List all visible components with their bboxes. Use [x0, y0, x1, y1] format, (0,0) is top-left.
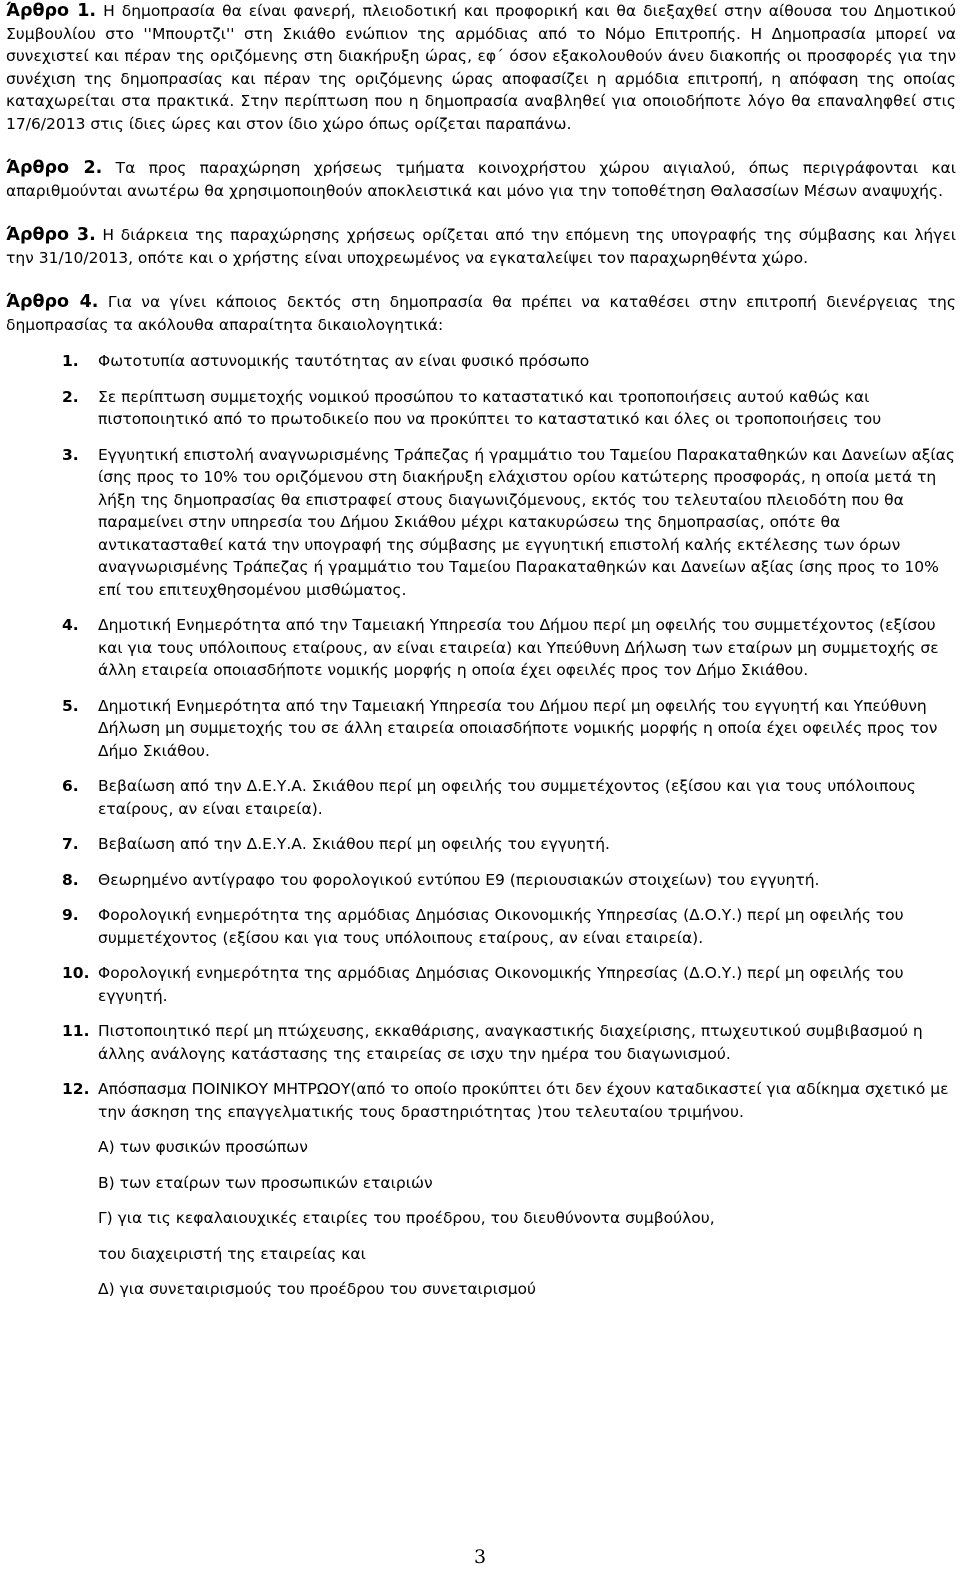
requirement-number: 10. — [62, 964, 90, 982]
sub-item: του διαχειριστή της εταιρείας και — [98, 1244, 366, 1263]
article-text: Η δημοπρασία θα είναι φανερή, πλειοδοτική και προφορική και θα διεξαχθεί στην αίθουσα του Δημοτικού Συμβουλίου στο ''Μπουρτζι'' στη Σκιάθο ενώπιον της αρμόδιας από το Νόμο Επιτροπής. Η Δημοπρασία μπορεί να συνεχιστεί και πέραν της οριζόμενης στη διακήρυξη ώρας, εφ΄ όσον εξακολουθούν άνευ διακοπής οι προσφορές για την συνέχιση της δημοπρασίας και πέραν της οριζόμενης ώρας αποφασίζει η αρμόδια επιτροπή, η απόφαση της οποίας καταχωρείται στα πρακτικά. Στην περίπτωση που η δημοπρασία αναβληθεί για οποιοδήποτε λόγο θα επαναληφθεί στις 17/6/2013 στις ίδιες ώρες και στον ίδιο χώρο όπως ορίζεται παραπάνω. — [6, 2, 956, 133]
article-title: Άρθρο 4. — [6, 292, 99, 312]
requirement-number: 12. — [62, 1080, 90, 1098]
requirement-text: Βεβαίωση από την Δ.Ε.Υ.Α. Σκιάθου περί μη οφειλής του συμμετέχοντος (εξίσου και για τους υπόλοιπους εταίρους, αν είναι εταιρεία). — [98, 777, 916, 818]
requirement-text: Εγγυητική επιστολή αναγνωρισμένης Τράπεζας ή γραμμάτιο του Ταμείου Παρακαταθηκών και Δανείων αξίας ίσης προς το 10% του οριζόμενου στη διακήρυξη ελάχιστου ορίου κατώτερης προσφοράς, η οποία μετά τη λήξη της δημοπρασίας θα επιστραφεί στους διαγωνιζόμενους, εκτός του τελευταίου πλειοδότη που θα παραμείνει στην υπηρεσία του Δήμου Σκιάθου μέχρι κατακυρώσεω της δημοπρασίας, οπότε θα αντικατασταθεί κατά την υπογραφή της σύμβασης με εγγυητική επιστολή καλής εκτέλεσης των όρων αναγνωρισμένης Τράπεζας ή γραμμάτιο του Ταμείου Παρακαταθηκών και Δανείων αξίας ίσης προς το 10% επί του επιτευχθησομένου μισθώματος. — [98, 445, 955, 599]
sub-item: Δ) για συνεταιρισμούς του προέδρου του συνεταιρισμού — [98, 1280, 537, 1298]
requirement-number: 4. — [62, 616, 79, 634]
page-number: 3 — [473, 1546, 487, 1568]
sub-items-list — [6, 1136, 956, 1301]
requirement-number: 7. — [62, 835, 79, 853]
sub-item: Β) των εταίρων των προσωπικών εταιριών — [98, 1173, 433, 1192]
requirement-text: Φορολογική ενημερότητα της αρμόδιας Δημόσιας Οικονομικής Υπηρεσίας (Δ.Ο.Υ.) περί μη οφειλής του εγγυητή. — [98, 964, 904, 1005]
requirement-item — [6, 1078, 956, 1123]
requirement-item — [6, 444, 956, 602]
requirement-item — [6, 962, 956, 1007]
requirement-text: Δημοτική Ενημερότητα από την Ταμειακή Υπηρεσία του Δήμου περί μη οφειλής του εγγυητή και Υπεύθυνη Δήλωση μη συμμετοχής του σε άλλη εταιρεία οποιασδήποτε νομικής μορφής η οποία έχει οφειλές προς τον Δήμο Σκιάθου. — [98, 696, 938, 760]
requirement-text: Φωτοτυπία αστυνομικής ταυτότητας αν είναι φυσικό πρόσωπο — [98, 352, 590, 370]
requirement-text: Απόσπασμα ΠΟΙΝΙΚΟΥ ΜΗΤΡΩΟΥ(από το οποίο προκύπτει ότι δεν έχουν καταδικαστεί για αδίκημα σχετικό με την άσκηση της επαγγελματικής τους δραστηριότητας )του τελευταίου τριμήνου. — [98, 1080, 949, 1121]
article-title: Άρθρο 1. — [6, 1, 97, 21]
requirement-text: Φορολογική ενημερότητα της αρμόδιας Δημόσιας Οικονομικής Υπηρεσίας (Δ.Ο.Υ.) περί μη οφειλής του συμμετέχοντος (εξίσου και για τους υπόλοιπους εταίρους, αν είναι εταιρεία). — [98, 906, 904, 947]
article-2 — [6, 157, 956, 202]
requirement-item — [6, 904, 956, 949]
requirement-text: Σε περίπτωση συμμετοχής νομικού προσώπου το καταστατικό και τροποποιήσεις αυτού καθώς και πιστοποιητικό από το πρωτοδικείο που να προκύπτει το καταστατικό και όλες οι τροποποιήσεις του — [98, 387, 882, 428]
requirement-item — [6, 833, 956, 856]
article-text: Τα προς παραχώρηση χρήσεως τμήματα κοινοχρήστου χώρου αιγιαλού, όπως περιγράφονται και απαριθμούνται ανωτέρω θα χρησιμοποιηθούν αποκλειστικά και μόνο για την τοποθέτηση Θαλασσίων Μέσων αναψυχής. — [6, 159, 956, 200]
requirement-text: Βεβαίωση από την Δ.Ε.Υ.Α. Σκιάθου περί μη οφειλής του εγγυητή. — [98, 835, 610, 853]
article-title: Άρθρο 2. — [6, 158, 103, 178]
requirement-number: 3. — [62, 445, 79, 464]
requirement-item — [6, 350, 956, 373]
sub-item: Γ) για τις κεφαλαιουχικές εταιρίες του προέδρου, του διευθύνοντα συμβούλου, — [98, 1209, 715, 1227]
requirement-number: 5. — [62, 696, 79, 715]
requirement-number: 1. — [62, 352, 79, 370]
article-4 — [6, 291, 956, 336]
requirement-item — [6, 775, 956, 820]
requirement-item — [6, 869, 956, 892]
requirement-number: 2. — [62, 387, 79, 406]
requirement-number: 9. — [62, 906, 79, 924]
requirement-item — [6, 386, 956, 431]
article-text: Για να γίνει κάποιος δεκτός στη δημοπρασία θα πρέπει να καταθέσει στην επιτροπή διενέργειας της δημοπρασίας τα ακόλουθα απαραίτητα δικαιολογητικά: — [6, 293, 956, 334]
requirement-number: 6. — [62, 777, 79, 795]
requirements-list — [6, 350, 956, 1123]
requirement-item — [6, 614, 956, 682]
requirement-item — [6, 1020, 956, 1065]
articles-section — [6, 0, 956, 336]
article-text: Η διάρκεια της παραχώρησης χρήσεως ορίζεται από την επόμενη της υπογραφής της σύμβασης και λήγει την 31/10/2013, οπότε και ο χρήστης είναι υποχρεωμένος να εγκαταλείψει τον παραχωρηθέντα χώρο. — [6, 226, 956, 267]
requirement-number: 8. — [62, 870, 79, 889]
article-title: Άρθρο 3. — [6, 225, 96, 245]
article-3 — [6, 224, 956, 269]
sub-item: Α) των φυσικών προσώπων — [98, 1138, 308, 1156]
document-page — [6, 0, 956, 1314]
requirement-number: 11. — [62, 1022, 90, 1040]
requirement-text: Δημοτική Ενημερότητα από την Ταμειακή Υπηρεσία του Δήμου περί μη οφειλής του συμμετέχοντος (εξίσου και για τους υπόλοιπους εταίρους, αν είναι εταιρεία) και Υπεύθυνη Δήλωση των εταίρων μη συμμετοχής σε άλλη εταιρεία οποιασδήποτε νομικής μορφής η οποία έχει οφειλές προς τον Δήμο Σκιάθου. — [98, 616, 939, 679]
requirement-text: Πιστοποιητικό περί μη πτώχευσης, εκκαθάρισης, αναγκαστικής διαχείρισης, πτωχευτικού συμβιβασμού η άλλης ανάλογης κατάστασης της εταιρείας σε ισχυ την ημέρα του διαγωνισμού. — [98, 1022, 923, 1063]
requirement-text: Θεωρημένο αντίγραφο του φορολογικού εντύπου Ε9 (περιουσιακών στοιχείων) του εγγυητή. — [98, 870, 820, 889]
requirement-item — [6, 695, 956, 763]
article-1 — [6, 0, 956, 135]
